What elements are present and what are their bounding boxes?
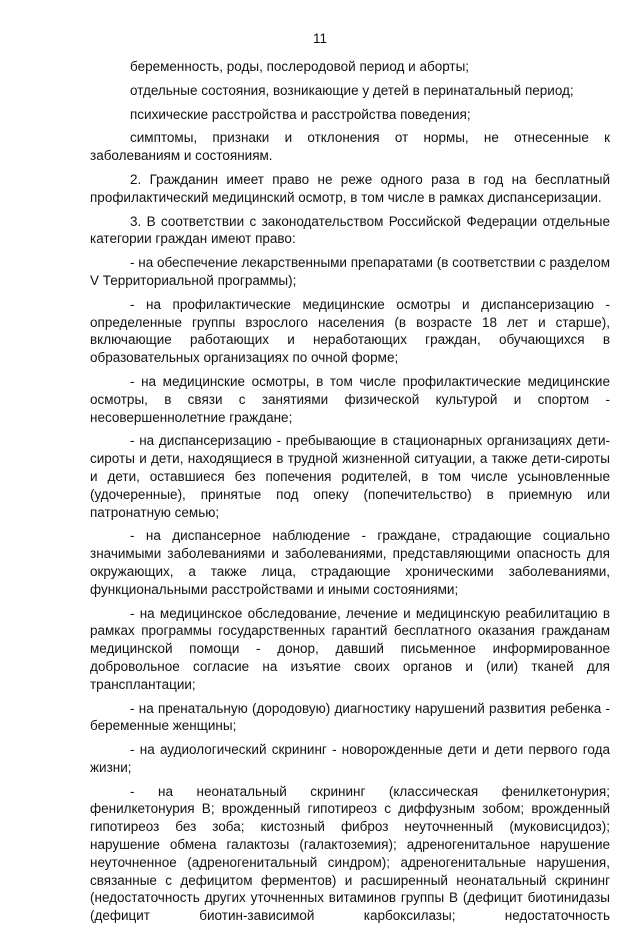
paragraph: - на аудиологический скрининг - новорожденные дети и дети первого года жизни;	[90, 742, 610, 775]
paragraph: 3. В соответствии с законодательством Российской Федерации отдельные категории граждан имеют право:	[90, 213, 610, 247]
paragraph: симптомы, признаки и отклонения от нормы, не отнесенные к заболеваниям и состояниям.	[90, 130, 610, 164]
paragraph: 2. Гражданин имеет право не реже одного раза в год на бесплатный профилактический медицинский осмотр, в том числе в рамках диспансеризации.	[90, 171, 610, 205]
paragraph: психические расстройства и расстройства поведения;	[130, 106, 471, 122]
paragraph: - на диспансерное наблюдение - граждане, страдающие социально значимыми заболеваниями и заболеваниями, представляющими опасность для окружающих, а также лица, страдающие хроническими заболеваниями, функциональными расстройствами и иными состояниями;	[90, 528, 610, 597]
paragraph: - на медицинское обследование, лечение и медицинскую реабилитацию в рамках программы государственных гарантий бесплатного оказания гражданам медицинской помощи - донор, давший письменное информированное добровольное согласие на изъятие своих органов и (или) тканей для трансплантации;	[90, 605, 610, 692]
paragraph: - на профилактические медицинские осмотры и диспансеризацию - определенные группы взрослого населения (в возрасте 18 лет и старше), включающие работающих и неработающих граждан, обучающихся в образовательных организациях по очной форме;	[90, 296, 610, 366]
paragraph: отдельные состояния, возникающие у детей в перинатальный период;	[130, 82, 574, 98]
paragraph: - на медицинские осмотры, в том числе профилактические медицинские осмотры, в связи с занятиями физической культурой и спортом - несовершеннолетние граждане;	[90, 373, 610, 425]
paragraph: беременность, роды, послеродовой период и аборты;	[130, 59, 470, 74]
paragraph: - на пренатальную (дородовую) диагностику нарушений развития ребенка - беременные женщины;	[90, 700, 610, 734]
paragraph: - на неонатальный скрининг (классическая фенилкетонурия; фенилкетонурия В; врожденный гипотиреоз с диффузным зобом; врожденный гипотиреоз без зоба; кистозный фиброз неуточненный (муковисцидоз); нарушение обмена галактозы (галактоземия); адреногенитальное нарушение неуточненное (адреногенитальный синдром); адреногенитальные нарушения, связанные с дефицитом ферментов) и расширенный неонатальный скрининг (недостаточность других уточненных витаминов группы В (дефицит биотинидазы (дефицит биотин-зависимой карбоксилазы; недостаточность	[90, 783, 610, 924]
paragraph: - на обеспечение лекарственными препаратами (в соответствии с разделом V Территориальной программы);	[90, 255, 610, 288]
page-number: 11	[312, 31, 327, 46]
document-body	[90, 58, 610, 931]
paragraph: - на диспансеризацию - пребывающие в стационарных организациях дети-сироты и дети, находящиеся в трудной жизненной ситуации, а также дети-сироты и дети, оставшиеся без попечения родителей, в том числе усыновленные (удочеренные), принятые под опеку (попечительство) в приемную или патронатную семью;	[90, 433, 610, 520]
